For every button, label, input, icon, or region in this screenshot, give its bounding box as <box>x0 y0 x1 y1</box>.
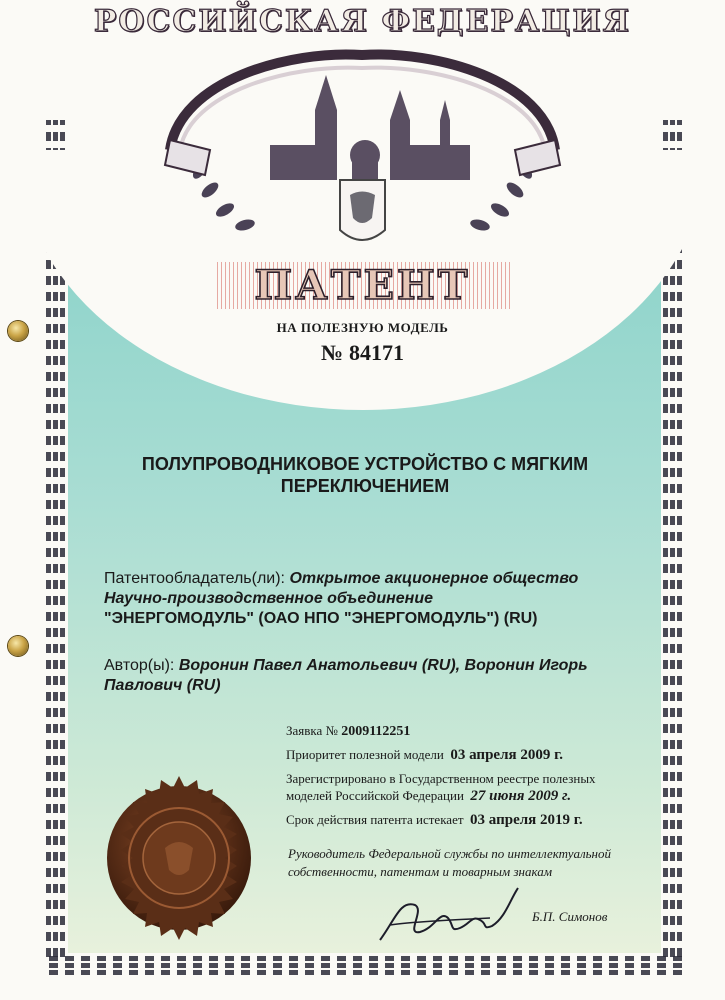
owner-line1: Открытое акционерное общество <box>289 570 579 587</box>
number-value: 84171 <box>349 340 405 365</box>
priority-label: Приоритет полезной модели <box>286 747 444 762</box>
priority-date: 03 апреля 2009 г. <box>450 747 563 763</box>
patent-number <box>0 340 725 366</box>
priority-row <box>286 746 666 764</box>
ornamental-border-bottom <box>46 955 683 975</box>
signatory-name: Б.П. Симонов <box>532 909 608 924</box>
signatory-office <box>288 845 668 881</box>
application-label: Заявка № <box>286 723 338 738</box>
authors-line1: Воронин Павел Анатольевич (RU), Воронин Игорь <box>178 657 588 674</box>
owner-line2: Научно-производственное объединение <box>104 590 433 607</box>
patent-details <box>286 722 666 835</box>
number-prefix: № <box>320 340 344 365</box>
country-heading: РОССИЙСКАЯ ФЕДЕРАЦИЯ <box>93 4 632 39</box>
signatory-office-line2: собственности, патентам и товарным знакам <box>288 864 553 879</box>
signature-icon <box>370 880 530 950</box>
binder-rivet-top <box>8 321 28 341</box>
registered-row <box>286 770 666 805</box>
binder-rivet-bottom <box>8 636 28 656</box>
registered-date: 27 июня 2009 г. <box>470 788 572 804</box>
expiry-label: Срок действия патента истекает <box>286 812 464 827</box>
kremlin-emblem-icon <box>150 40 575 255</box>
invention-title-line2: ПЕРЕКЛЮЧЕНИЕМ <box>280 476 450 496</box>
expiry-row <box>286 811 666 829</box>
patent-owner <box>104 569 664 629</box>
authors-label: Автор(ы): <box>104 657 175 674</box>
document-subtitle: НА ПОЛЕЗНУЮ МОДЕЛЬ <box>276 320 449 335</box>
authors <box>104 656 664 696</box>
signatory-office-line1: Руководитель Федеральной службы по интеллектуальной <box>288 846 612 861</box>
document-type-title <box>0 262 725 309</box>
invention-title <box>100 453 630 497</box>
expiry-date: 03 апреля 2019 г. <box>470 812 583 828</box>
application-row <box>286 722 666 740</box>
registered-label-line1: Зарегистрировано в Государственном реестре полезных <box>286 771 596 786</box>
invention-title-line1: ПОЛУПРОВОДНИКОВОЕ УСТРОЙСТВО С МЯГКИМ <box>141 454 589 474</box>
registered-label-line2: моделей Российской Федерации <box>286 788 464 803</box>
seal-icon <box>93 772 265 944</box>
application-number: 2009112251 <box>341 724 411 739</box>
owner-line3: "ЭНЕРГОМОДУЛЬ" (ОАО НПО "ЭНЕРГОМОДУЛЬ") (RU) <box>104 610 538 627</box>
authors-line2: Павлович (RU) <box>104 677 221 694</box>
document-type-label: ПАТЕНТ <box>214 262 510 309</box>
owner-label: Патентообладатель(ли): <box>104 570 285 587</box>
